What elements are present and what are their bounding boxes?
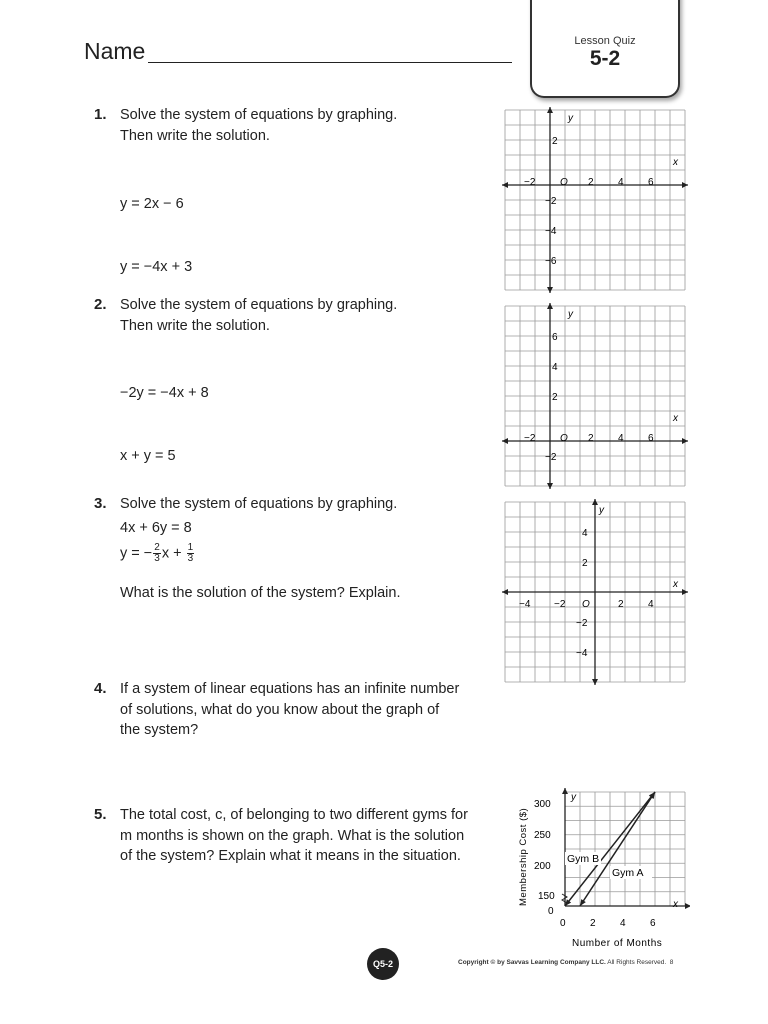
y-tick-label: −4 <box>545 226 557 237</box>
chart-gridlines <box>562 788 690 909</box>
x-tick-label: 6 <box>648 177 654 188</box>
page-number: 8 <box>669 959 674 966</box>
y-tick-label: −6 <box>545 256 557 267</box>
gym-cost-chart <box>510 780 690 952</box>
x-tick-label: 6 <box>648 433 654 444</box>
question-5-line: The total cost, c, of belonging to two different gyms for <box>120 807 468 823</box>
x-axis-letter: x <box>673 899 678 910</box>
lesson-quiz-label: Lesson Quiz <box>574 35 636 47</box>
y-tick-label: −2 <box>545 196 557 207</box>
fraction-denominator: 3 <box>154 553 160 564</box>
question-5-line: m months is shown on the graph. What is the solution <box>120 827 465 844</box>
x-axis-label: x <box>673 579 678 590</box>
page-badge: Q5-2 <box>367 948 399 980</box>
question-2-text <box>120 295 397 336</box>
y-axis-label: y <box>568 309 573 320</box>
equation: y = 2x − 6 <box>120 196 184 212</box>
coordinate-grid-1[interactable] <box>500 105 690 300</box>
question-3-followup: What is the solution of the system? Explain. <box>120 585 401 601</box>
lesson-quiz-number: 5-2 <box>589 47 621 70</box>
y-axis-letter: y <box>571 792 576 803</box>
x-tick-label: 2 <box>588 177 594 188</box>
copyright-bold: Copyright © by Savvas Learning Company LLC. <box>458 959 606 966</box>
y-tick-label: 2 <box>582 558 588 569</box>
question-1-line: Solve the system of equations by graphing. <box>120 107 398 123</box>
y-tick-label: 4 <box>552 362 558 373</box>
equation-part: x + <box>161 545 186 562</box>
y-tick-label: 4 <box>582 528 588 539</box>
question-3-text: Solve the system of equations by graphing. <box>120 496 398 512</box>
question-1-equations <box>120 152 192 299</box>
equation: x + y = 5 <box>120 448 176 464</box>
origin-label: O <box>560 177 568 188</box>
origin-label: O <box>582 599 590 610</box>
fraction-denominator: 3 <box>187 553 194 564</box>
question-3-number: 3. <box>94 495 107 512</box>
y-tick-label: −2 <box>576 618 588 629</box>
y-axis-label: y <box>568 113 573 124</box>
question-1-number: 1. <box>94 106 107 123</box>
question-4-text <box>120 679 459 741</box>
x-tick-label: 6 <box>650 918 656 929</box>
y-axis-label: y <box>599 505 604 516</box>
x-tick-label: 0 <box>560 918 566 929</box>
lesson-quiz-tab <box>530 0 680 98</box>
equation-part: y = − <box>120 545 153 562</box>
fraction-numerator: 2 <box>154 542 160 553</box>
x-axis-label: x <box>673 413 678 424</box>
y-tick-label: 300 <box>534 799 551 810</box>
fraction <box>187 543 195 564</box>
question-4-line: If a system of linear equations has an infinite number <box>120 681 460 697</box>
name-label: Name <box>84 38 146 64</box>
copyright-text <box>458 959 673 966</box>
question-2-line: Solve the system of equations by graphing. <box>120 297 398 313</box>
y-tick-label: −4 <box>576 648 588 659</box>
question-3-equation-1: 4x + 6y = 8 <box>120 520 192 536</box>
question-5-line: of the system? Explain what it means in the situation. <box>120 848 461 864</box>
y-axis-arrow <box>562 788 568 794</box>
question-1-text <box>120 105 397 146</box>
x-tick-label: 4 <box>648 599 654 610</box>
x-axis-arrow <box>685 903 690 909</box>
question-1-line: Then write the solution. <box>120 127 270 144</box>
origin-label: O <box>560 433 568 444</box>
x-tick-label: 4 <box>618 177 624 188</box>
y-tick-label: 2 <box>552 392 558 403</box>
x-tick-label: 2 <box>618 599 624 610</box>
y-tick-label: 6 <box>552 332 558 343</box>
coordinate-grid-3[interactable] <box>500 497 690 692</box>
x-tick-label: 2 <box>588 433 594 444</box>
y-tick-label: 0 <box>548 906 554 917</box>
question-2-line: Then write the solution. <box>120 317 270 334</box>
question-3-equation-2 <box>120 543 195 564</box>
x-tick-label: −4 <box>519 599 531 610</box>
equation: y = −4x + 3 <box>120 259 193 275</box>
x-axis-title: Number of Months <box>572 938 663 949</box>
series-label-gym-a: Gym A <box>612 867 644 879</box>
x-tick-label: −2 <box>524 177 536 188</box>
x-axis-label: x <box>673 157 678 168</box>
y-tick-label: 200 <box>534 861 551 872</box>
x-tick-label: 4 <box>620 918 626 929</box>
y-tick-label: 250 <box>534 830 551 841</box>
question-4-line: of solutions, what do you know about the graph of <box>120 701 440 718</box>
name-input-line[interactable] <box>148 62 512 63</box>
series-label-gym-b: Gym B <box>567 853 600 865</box>
fraction <box>153 543 161 564</box>
equation: −2y = −4x + 8 <box>120 385 209 401</box>
question-4-line: the system? <box>120 722 199 738</box>
y-tick-label: 150 <box>538 891 555 902</box>
y-tick-label: −2 <box>545 452 557 463</box>
x-tick-label: −2 <box>524 433 536 444</box>
question-5-number: 5. <box>94 806 107 823</box>
question-5-text <box>120 805 468 867</box>
fraction-numerator: 1 <box>187 542 194 553</box>
y-axis-title: Membership Cost ($) <box>518 807 529 906</box>
x-tick-label: 4 <box>618 433 624 444</box>
x-tick-label: 2 <box>590 918 596 929</box>
question-4-number: 4. <box>94 680 107 697</box>
copyright-rest: All Rights Reserved. <box>605 959 667 966</box>
coordinate-grid-2[interactable] <box>500 301 690 493</box>
question-2-number: 2. <box>94 296 107 313</box>
question-2-equations <box>120 341 209 488</box>
x-tick-label: −2 <box>554 599 566 610</box>
series-arrow-gym-a <box>580 899 586 906</box>
y-tick-label: 2 <box>552 136 558 147</box>
